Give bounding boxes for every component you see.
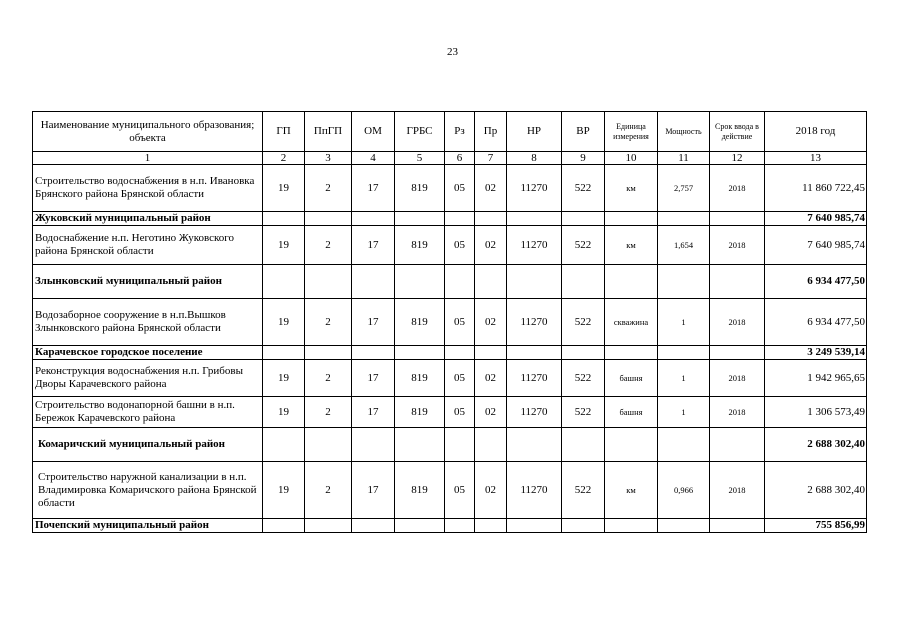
object-ppgp: 2 bbox=[305, 299, 352, 346]
empty-cell bbox=[710, 265, 765, 299]
object-pr: 02 bbox=[475, 226, 507, 265]
object-amount: 1 942 965,65 bbox=[765, 360, 867, 397]
object-pr: 02 bbox=[475, 397, 507, 428]
district-row bbox=[33, 519, 867, 533]
object-amount: 11 860 722,45 bbox=[765, 165, 867, 212]
empty-cell bbox=[445, 265, 475, 299]
object-capacity: 1,654 bbox=[658, 226, 710, 265]
empty-cell bbox=[605, 519, 658, 533]
empty-cell bbox=[658, 428, 710, 462]
page-number: 23 bbox=[447, 46, 458, 58]
empty-cell bbox=[445, 212, 475, 226]
object-row bbox=[33, 165, 867, 212]
empty-cell bbox=[475, 428, 507, 462]
object-amount: 1 306 573,49 bbox=[765, 397, 867, 428]
empty-cell bbox=[475, 519, 507, 533]
empty-cell bbox=[395, 519, 445, 533]
empty-cell bbox=[352, 212, 395, 226]
district-row bbox=[33, 212, 867, 226]
district-name: Карачевское городское поселение bbox=[33, 346, 263, 360]
object-name: Водоснабжение н.п. Неготино Жуковского района Брянской области bbox=[33, 226, 263, 265]
header-year: 2018 год bbox=[765, 112, 867, 152]
header-om: ОМ bbox=[352, 112, 395, 152]
object-grbs: 819 bbox=[395, 360, 445, 397]
object-deadline: 2018 bbox=[710, 226, 765, 265]
object-nr: 11270 bbox=[507, 165, 562, 212]
empty-cell bbox=[352, 346, 395, 360]
column-number: 1 bbox=[33, 152, 263, 165]
empty-cell bbox=[305, 519, 352, 533]
district-name: Злынковский муниципальный район bbox=[33, 265, 263, 299]
empty-cell bbox=[352, 428, 395, 462]
object-name: Строительство наружной канализации в н.п. Владимировка Комаричского района Брянской области bbox=[33, 462, 263, 519]
object-pr: 02 bbox=[475, 165, 507, 212]
column-number: 4 bbox=[352, 152, 395, 165]
empty-cell bbox=[445, 519, 475, 533]
object-row bbox=[33, 462, 867, 519]
object-capacity: 2,757 bbox=[658, 165, 710, 212]
object-pr: 02 bbox=[475, 462, 507, 519]
district-name: Жуковский муниципальный район bbox=[33, 212, 263, 226]
empty-cell bbox=[562, 212, 605, 226]
empty-cell bbox=[710, 519, 765, 533]
header-rz: Рз bbox=[445, 112, 475, 152]
district-amount: 2 688 302,40 bbox=[765, 428, 867, 462]
empty-cell bbox=[305, 265, 352, 299]
object-om: 17 bbox=[352, 226, 395, 265]
object-gp: 19 bbox=[263, 226, 305, 265]
object-om: 17 bbox=[352, 360, 395, 397]
object-rz: 05 bbox=[445, 299, 475, 346]
column-number: 2 bbox=[263, 152, 305, 165]
object-grbs: 819 bbox=[395, 226, 445, 265]
object-gp: 19 bbox=[263, 462, 305, 519]
empty-cell bbox=[507, 265, 562, 299]
object-deadline: 2018 bbox=[710, 360, 765, 397]
empty-cell bbox=[710, 346, 765, 360]
object-ppgp: 2 bbox=[305, 165, 352, 212]
empty-cell bbox=[475, 212, 507, 226]
object-row bbox=[33, 226, 867, 265]
object-gp: 19 bbox=[263, 299, 305, 346]
object-vr: 522 bbox=[562, 165, 605, 212]
district-name: Комаричский муниципальный район bbox=[33, 428, 263, 462]
object-capacity: 1 bbox=[658, 397, 710, 428]
empty-cell bbox=[395, 428, 445, 462]
empty-cell bbox=[352, 265, 395, 299]
empty-cell bbox=[658, 212, 710, 226]
object-rz: 05 bbox=[445, 360, 475, 397]
object-vr: 522 bbox=[562, 397, 605, 428]
object-grbs: 819 bbox=[395, 462, 445, 519]
empty-cell bbox=[658, 346, 710, 360]
header-nr: НР bbox=[507, 112, 562, 152]
empty-cell bbox=[710, 428, 765, 462]
object-grbs: 819 bbox=[395, 299, 445, 346]
empty-cell bbox=[475, 346, 507, 360]
object-capacity: 1 bbox=[658, 299, 710, 346]
object-nr: 11270 bbox=[507, 360, 562, 397]
district-amount: 6 934 477,50 bbox=[765, 265, 867, 299]
empty-cell bbox=[605, 212, 658, 226]
column-number: 8 bbox=[507, 152, 562, 165]
object-rz: 05 bbox=[445, 226, 475, 265]
object-unit: км bbox=[605, 462, 658, 519]
object-name: Водозаборное сооружение в н.п.Вышков Злынковского района Брянской области bbox=[33, 299, 263, 346]
object-grbs: 819 bbox=[395, 397, 445, 428]
column-number: 13 bbox=[765, 152, 867, 165]
object-name: Реконструкция водоснабжения н.п. Грибовы Дворы Карачевского района bbox=[33, 360, 263, 397]
empty-cell bbox=[395, 265, 445, 299]
object-unit: км bbox=[605, 165, 658, 212]
empty-cell bbox=[658, 519, 710, 533]
object-nr: 11270 bbox=[507, 226, 562, 265]
object-vr: 522 bbox=[562, 360, 605, 397]
object-vr: 522 bbox=[562, 462, 605, 519]
object-vr: 522 bbox=[562, 299, 605, 346]
object-nr: 11270 bbox=[507, 397, 562, 428]
object-pr: 02 bbox=[475, 360, 507, 397]
empty-cell bbox=[445, 428, 475, 462]
budget-table bbox=[32, 111, 867, 533]
header-deadline: Срок ввода в действие bbox=[710, 112, 765, 152]
empty-cell bbox=[395, 346, 445, 360]
object-amount: 2 688 302,40 bbox=[765, 462, 867, 519]
column-number: 12 bbox=[710, 152, 765, 165]
object-om: 17 bbox=[352, 397, 395, 428]
header-vr: ВР bbox=[562, 112, 605, 152]
object-grbs: 819 bbox=[395, 165, 445, 212]
empty-cell bbox=[562, 346, 605, 360]
empty-cell bbox=[658, 265, 710, 299]
column-number: 5 bbox=[395, 152, 445, 165]
object-vr: 522 bbox=[562, 226, 605, 265]
object-row bbox=[33, 299, 867, 346]
object-nr: 11270 bbox=[507, 462, 562, 519]
district-amount: 3 249 539,14 bbox=[765, 346, 867, 360]
column-number: 10 bbox=[605, 152, 658, 165]
empty-cell bbox=[562, 265, 605, 299]
object-unit: км bbox=[605, 226, 658, 265]
empty-cell bbox=[263, 428, 305, 462]
district-row bbox=[33, 428, 867, 462]
object-unit: башня bbox=[605, 397, 658, 428]
header-ppgp: ПпГП bbox=[305, 112, 352, 152]
header-capacity: Мощность bbox=[658, 112, 710, 152]
object-row bbox=[33, 360, 867, 397]
empty-cell bbox=[352, 519, 395, 533]
object-deadline: 2018 bbox=[710, 299, 765, 346]
column-number: 11 bbox=[658, 152, 710, 165]
object-amount: 7 640 985,74 bbox=[765, 226, 867, 265]
district-amount: 755 856,99 bbox=[765, 519, 867, 533]
empty-cell bbox=[507, 519, 562, 533]
empty-cell bbox=[263, 265, 305, 299]
district-row bbox=[33, 265, 867, 299]
object-gp: 19 bbox=[263, 165, 305, 212]
empty-cell bbox=[605, 346, 658, 360]
object-name: Строительство водоснабжения в н.п. Ивановка Брянского района Брянской области bbox=[33, 165, 263, 212]
object-unit: башня bbox=[605, 360, 658, 397]
object-ppgp: 2 bbox=[305, 226, 352, 265]
empty-cell bbox=[562, 519, 605, 533]
empty-cell bbox=[445, 346, 475, 360]
empty-cell bbox=[395, 212, 445, 226]
object-om: 17 bbox=[352, 299, 395, 346]
object-deadline: 2018 bbox=[710, 165, 765, 212]
header-unit: Единица измерения bbox=[605, 112, 658, 152]
empty-cell bbox=[605, 265, 658, 299]
empty-cell bbox=[305, 428, 352, 462]
empty-cell bbox=[507, 346, 562, 360]
object-pr: 02 bbox=[475, 299, 507, 346]
object-row bbox=[33, 397, 867, 428]
header-pr: Пр bbox=[475, 112, 507, 152]
object-rz: 05 bbox=[445, 165, 475, 212]
district-name: Почепский муниципальный район bbox=[33, 519, 263, 533]
object-om: 17 bbox=[352, 165, 395, 212]
column-number: 6 bbox=[445, 152, 475, 165]
object-unit: скважина bbox=[605, 299, 658, 346]
column-number-row bbox=[33, 152, 867, 165]
column-number: 7 bbox=[475, 152, 507, 165]
empty-cell bbox=[507, 212, 562, 226]
district-row bbox=[33, 346, 867, 360]
table-header-row bbox=[33, 112, 867, 152]
column-number: 3 bbox=[305, 152, 352, 165]
object-rz: 05 bbox=[445, 462, 475, 519]
empty-cell bbox=[605, 428, 658, 462]
district-amount: 7 640 985,74 bbox=[765, 212, 867, 226]
object-rz: 05 bbox=[445, 397, 475, 428]
object-amount: 6 934 477,50 bbox=[765, 299, 867, 346]
empty-cell bbox=[305, 212, 352, 226]
object-om: 17 bbox=[352, 462, 395, 519]
column-number: 9 bbox=[562, 152, 605, 165]
header-grbs: ГРБС bbox=[395, 112, 445, 152]
empty-cell bbox=[263, 212, 305, 226]
object-capacity: 0,966 bbox=[658, 462, 710, 519]
header-gp: ГП bbox=[263, 112, 305, 152]
object-deadline: 2018 bbox=[710, 462, 765, 519]
object-gp: 19 bbox=[263, 360, 305, 397]
empty-cell bbox=[562, 428, 605, 462]
object-capacity: 1 bbox=[658, 360, 710, 397]
object-ppgp: 2 bbox=[305, 397, 352, 428]
empty-cell bbox=[475, 265, 507, 299]
object-gp: 19 bbox=[263, 397, 305, 428]
object-name: Строительство водонапорной башни в н.п. Бережок Карачевского района bbox=[33, 397, 263, 428]
header-name: Наименование муниципального образования; объекта bbox=[33, 112, 263, 152]
empty-cell bbox=[305, 346, 352, 360]
object-nr: 11270 bbox=[507, 299, 562, 346]
object-deadline: 2018 bbox=[710, 397, 765, 428]
empty-cell bbox=[507, 428, 562, 462]
object-ppgp: 2 bbox=[305, 360, 352, 397]
object-ppgp: 2 bbox=[305, 462, 352, 519]
empty-cell bbox=[263, 346, 305, 360]
empty-cell bbox=[710, 212, 765, 226]
empty-cell bbox=[263, 519, 305, 533]
